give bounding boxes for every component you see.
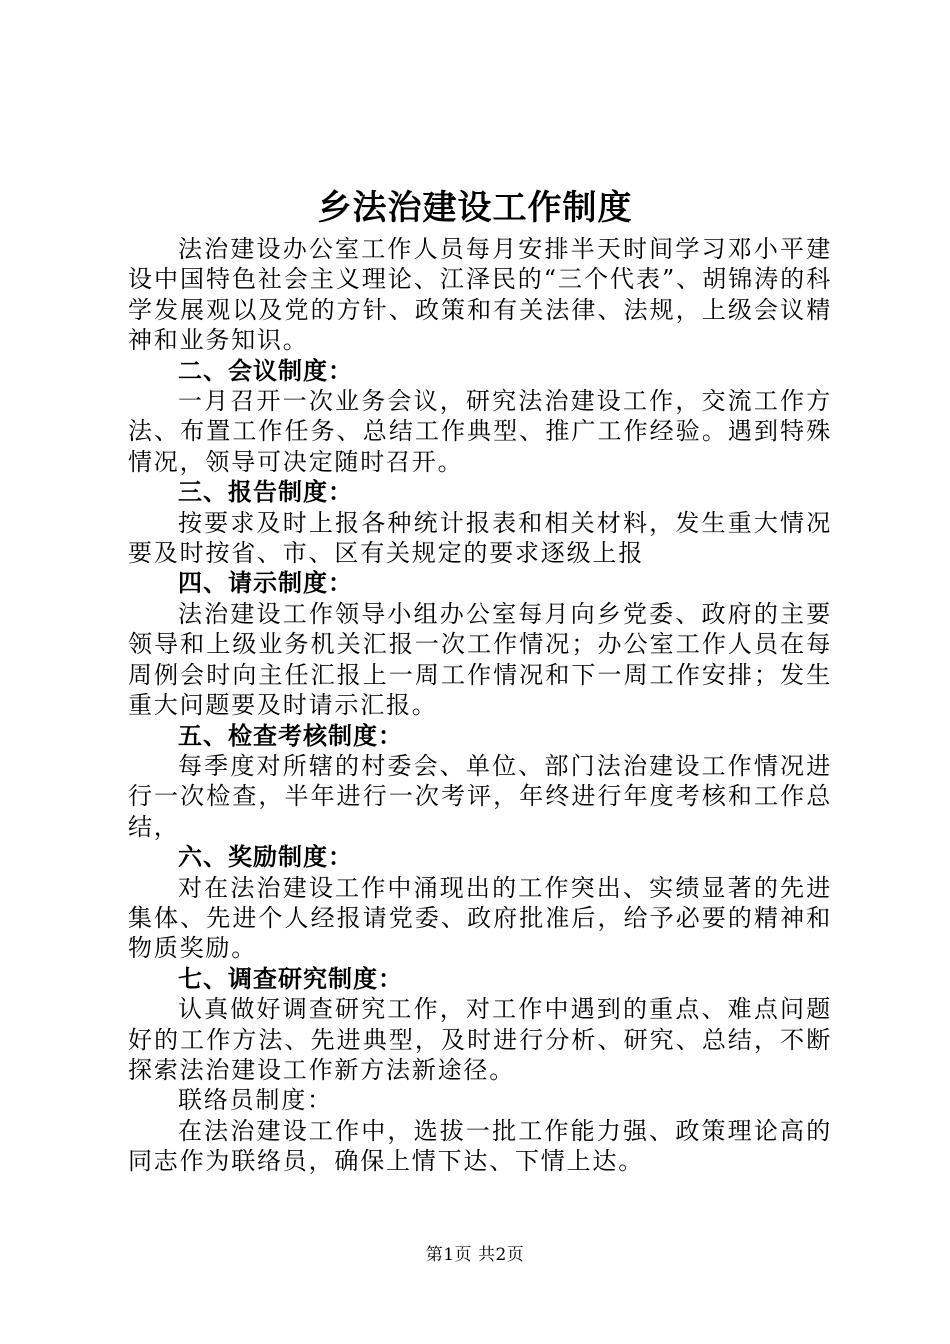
section-heading-report: 三、报告制度： xyxy=(178,478,353,507)
section-heading-reward: 六、奖励制度： xyxy=(178,843,353,872)
section-text-report: 按要求及时上报各种统计报表和相关材料，发生重大情况要及时按省、市、区有关规定的要求逐级上报 xyxy=(128,508,832,568)
section-heading-research: 七、调查研究制度： xyxy=(178,964,403,993)
section-text-meeting: 一月召开一次业务会议，研究法治建设工作，交流工作方法、布置工作任务、总结工作典型、推广工作经验。遇到特殊情况，领导可决定随时召开。 xyxy=(128,387,832,476)
section-heading-meeting: 二、会议制度： xyxy=(178,356,353,385)
section-heading-request: 四、请示制度： xyxy=(178,569,353,598)
section-heading-liaison: 联络员制度： xyxy=(178,1086,333,1115)
section-text-reward: 对在法治建设工作中涌现出的工作突出、实绩显著的先进集体、先进个人经报请党委、政府批准后，给予必要的精神和物质奖励。 xyxy=(128,873,832,963)
document-body xyxy=(128,234,832,1177)
page-footer: 第1页 共2页 xyxy=(425,1245,525,1265)
section-text-liaison: 在法治建设工作中，选拔一批工作能力强、政策理论高的同志作为联络员，确保上情下达、下情上达。 xyxy=(128,1116,832,1176)
section-text-inspection: 每季度对所辖的村委会、单位、部门法治建设工作情况进行一次检查，半年进行一次考评，年终进行年度考核和工作总结， xyxy=(128,751,832,841)
section-text-research: 认真做好调查研究工作，对工作中遇到的重点、难点问题好的工作方法、先进典型，及时进行分析、研究、总结，不断探索法治建设工作新方法新途径。 xyxy=(128,995,832,1084)
section-text-request: 法治建设工作领导小组办公室每月向乡党委、政府的主要领导和上级业务机关汇报一次工作情况；办公室工作人员在每周例会时向主任汇报上一周工作情况和下一周工作安排；发生重大问题要及时请示汇报。 xyxy=(128,599,832,720)
intro-paragraph: 法治建设办公室工作人员每月安排半天时间学习邓小平建设中国特色社会主义理论、江泽民的“三个代表”、胡锦涛的科学发展观以及党的方针、政策和有关法律、法规，上级会议精神和业务知识。 xyxy=(128,235,832,355)
document-title: 乡法治建设工作制度 xyxy=(317,188,633,228)
section-heading-inspection: 五、检查考核制度： xyxy=(178,721,403,750)
